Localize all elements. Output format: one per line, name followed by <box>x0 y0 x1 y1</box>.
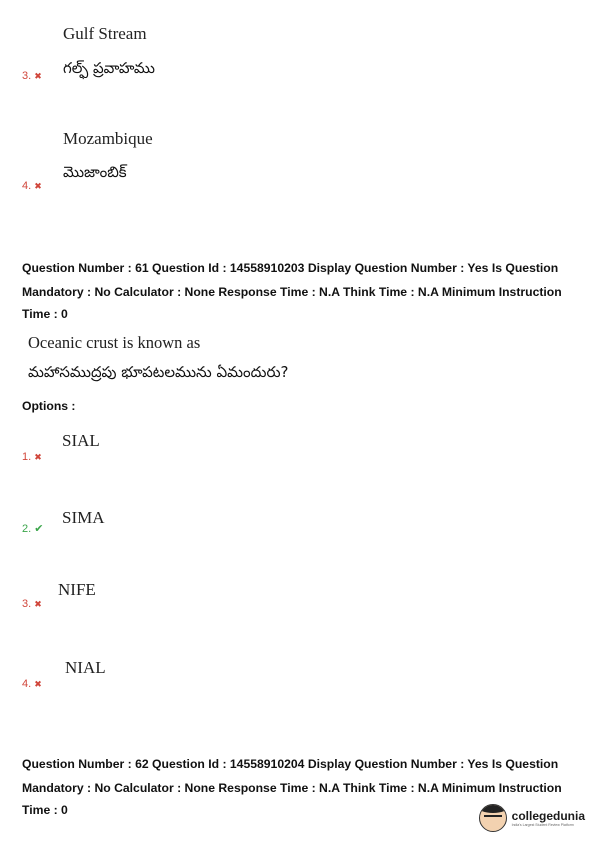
collegedunia-logo <box>479 804 585 832</box>
option-number-label: 3. <box>22 70 32 82</box>
option-number-label: 1. <box>22 451 32 463</box>
meta-line: Question Number : 62 Question Id : 14558910204 Display Question Number : Yes Is Question <box>22 757 559 771</box>
cross-icon: ✖ <box>34 181 42 191</box>
option-number <box>22 522 43 535</box>
option-telugu: మొజాంబిక్ <box>63 163 127 181</box>
meta-line: Mandatory : No Calculator : None Response Time : N.A Think Time : N.A Minimum Instruction <box>22 285 562 299</box>
option-number <box>22 451 42 463</box>
meta-line: Time : 0 <box>22 803 68 817</box>
option-english: NIAL <box>65 658 106 677</box>
question-telugu: మహాసముద్రపు భూపటలమును ఏమందురు? <box>28 363 289 381</box>
logo-name: collegedunia <box>511 809 585 823</box>
option-number <box>22 678 42 690</box>
option-number-label: 4. <box>22 678 32 690</box>
option-number-label: 4. <box>22 180 32 192</box>
option-english: Mozambique <box>63 129 153 148</box>
cross-icon: ✖ <box>34 71 42 81</box>
meta-line: Time : 0 <box>22 307 68 321</box>
option-english: SIMA <box>62 508 105 527</box>
check-icon: ✔ <box>34 523 44 535</box>
cross-icon: ✖ <box>34 452 42 462</box>
option-number-label: 2. <box>22 523 32 535</box>
question-english: Oceanic crust is known as <box>28 333 201 352</box>
meta-line: Mandatory : No Calculator : None Response Time : N.A Think Time : N.A Minimum Instruction <box>22 781 562 795</box>
option-english: NIFE <box>58 580 96 599</box>
option-number <box>22 180 42 192</box>
logo-tagline: India's Largest Student Review Platform <box>511 823 574 827</box>
cross-icon: ✖ <box>34 679 42 689</box>
cross-icon: ✖ <box>34 599 42 609</box>
mascot-icon <box>479 804 507 832</box>
options-label: Options : <box>22 399 76 413</box>
option-number <box>22 598 42 610</box>
option-english: Gulf Stream <box>63 24 147 43</box>
option-telugu: గల్ఫ్ ప్రవాహము <box>63 59 155 77</box>
option-number-label: 3. <box>22 598 32 610</box>
option-number <box>22 70 42 82</box>
question-61-meta <box>22 256 582 324</box>
meta-line: Question Number : 61 Question Id : 14558910203 Display Question Number : Yes Is Question <box>22 261 559 275</box>
option-english: SIAL <box>62 431 100 450</box>
